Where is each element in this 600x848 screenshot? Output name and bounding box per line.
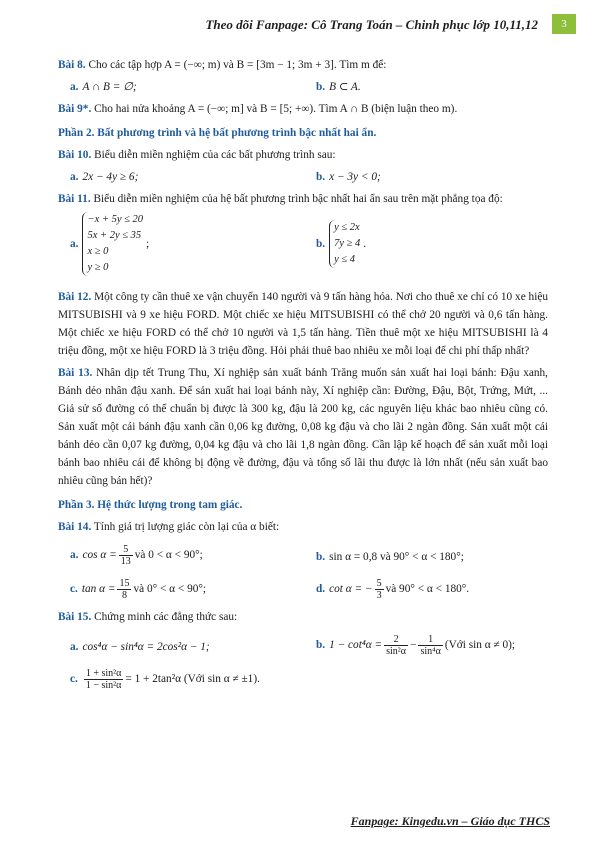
bai14-b: sin α = 0,8 và 90° < α < 180°; bbox=[329, 551, 464, 563]
bai15-c-num: 1 + sin²α bbox=[85, 668, 122, 679]
bai11-b-system bbox=[329, 220, 360, 268]
bai14-stem bbox=[58, 518, 548, 536]
bai11-a-line: x ≥ 0 bbox=[87, 246, 109, 257]
bai8-b-label: b. bbox=[316, 81, 326, 93]
bai13-label: Bài 13. bbox=[58, 367, 93, 379]
bai8-stem bbox=[58, 56, 548, 74]
bai11-systems bbox=[58, 212, 548, 282]
bai10-a-label: a. bbox=[70, 171, 79, 183]
bai14-a-label: a. bbox=[70, 549, 79, 562]
bai8-a: A ∩ B = ∅; bbox=[82, 81, 137, 93]
bai14-label: Bài 14. bbox=[58, 521, 92, 533]
bai14-d-post: và 90° < α < 180°. bbox=[385, 583, 470, 596]
bai12 bbox=[58, 288, 548, 360]
bai9 bbox=[58, 100, 548, 118]
bai15-b-post: (Với sin α ≠ 0); bbox=[444, 639, 516, 652]
bai14-c-post: và 0° < α < 90°; bbox=[133, 583, 207, 596]
bai14-d-num: 5 bbox=[376, 578, 382, 589]
bai8-b: B ⊂ A. bbox=[329, 81, 361, 93]
bai14-d-label: d. bbox=[316, 583, 326, 596]
bai8-label: Bài 8. bbox=[58, 59, 86, 71]
bai15-b-den1: sin²α bbox=[386, 646, 407, 657]
bai9-text: Cho hai nửa khoảng A = (−∞; m] và B = [5; +∞). Tìm A ∩ B (biện luận theo m). bbox=[94, 103, 458, 115]
bai14-c-pre: tan α = bbox=[81, 583, 116, 596]
bai11-label: Bài 11. bbox=[58, 193, 91, 205]
bai10-options bbox=[58, 168, 548, 190]
bai15-stem bbox=[58, 608, 548, 626]
bai15-label: Bài 15. bbox=[58, 611, 92, 623]
bai15-b-num1: 2 bbox=[384, 634, 408, 646]
bai9-label: Bài 9*. bbox=[58, 103, 92, 115]
bai15-b-mid: − bbox=[410, 639, 417, 652]
bai15-b-label: b. bbox=[316, 639, 326, 652]
bai15-b-pre: 1 − cot⁴α = bbox=[329, 639, 383, 652]
header-title: Theo dõi Fanpage: Cô Trang Toán – Chinh phục lớp 10,11,12 bbox=[205, 17, 538, 32]
bai11-a-line: −x + 5y ≤ 20 bbox=[87, 214, 143, 225]
bai11-b-line: y ≤ 4 bbox=[334, 254, 356, 265]
bai12-text: Một công ty cần thuê xe vận chuyển 140 người và 9 tấn hàng hóa. Nơi cho thuê xe chỉ có 10 xe hiệu MITSUBISHI và 9 xe hiệu FORD. Một chiếc xe hiệu MITSUBISHI có thể chở 20 người và 0,6 tấn hàng. Một chiếc xe hiệu FORD có thể chở 10 người và 1,5 tấn hàng. Tiền thuê một xe hiệu MITSUBISHI là 4 triệu đồng, một xe hiệu FORD là 3 triệu đồng. Hỏi phải thuê bao nhiêu xe mỗi loại để chi phí thấp nhất? bbox=[58, 291, 548, 357]
bai13 bbox=[58, 364, 548, 490]
bai14-c-den: 8 bbox=[121, 590, 127, 601]
bai15-a-label: a. bbox=[70, 641, 79, 653]
bai11-stem bbox=[58, 190, 548, 208]
bai14-row1 bbox=[58, 540, 548, 574]
bai13-text: Nhân dịp tết Trung Thu, Xí nghiệp sản xuất bánh Trăng muốn sản xuất hai loại bánh: Đậu xanh, Bánh dẻo nhân đậu xanh. Để sản xuất hai loại bánh này, Xí nghiệp cần: Đường, Đậu, Bột, Trứng, Mứt, ... Giả sử số đường có thể chuẩn bị được là 300 kg, đậu là 200 kg, các nguyên liệu khác bao nhiêu cũng có. Sản xuất một cái bánh đậu xanh cần 0,06 kg đường, 0,08 kg đậu và cho lãi 2 ngàn đồng. Sản xuất một cái bánh dẻo cần 0,07 kg đường, 0,04 kg đậu và cho lãi 1,8 ngàn đồng. Cần lập kế hoạch để sản xuất mỗi loại bánh bao nhiêu cái để không bị động về đường, đậu và tổng số lãi thu được là lớn nhất (nếu sản xuất bao nhiêu cũng bán hết)? bbox=[58, 367, 548, 487]
bai10-label: Bài 10. bbox=[58, 149, 92, 161]
bai15-b-den2: sin⁴α bbox=[420, 646, 441, 657]
page-footer: Fanpage: Kingedu.vn – Giáo dục THCS bbox=[350, 814, 550, 828]
bai15-row2 bbox=[58, 664, 548, 704]
bai8-text: Cho các tập hợp A = (−∞; m) và B = [3m − 1; 3m + 3]. Tìm m để: bbox=[88, 59, 387, 71]
bai14-d-pre: cot α = − bbox=[329, 583, 373, 596]
bai11-b-line: y ≤ 2x bbox=[334, 222, 360, 233]
section-heading-2: Phần 2. Bất phương trình và hệ bất phương trình bậc nhất hai ẩn. bbox=[58, 127, 377, 139]
bai15-a: cos⁴α − sin⁴α = 2cos²α − 1; bbox=[82, 641, 210, 653]
bai10-b-label: b. bbox=[316, 171, 326, 183]
bai14-b-label: b. bbox=[316, 551, 326, 563]
bai15-b-num2: 1 bbox=[418, 634, 442, 646]
bai14-c-label: c. bbox=[70, 583, 78, 596]
bai10-a: 2x − 4y ≥ 6; bbox=[82, 171, 139, 183]
bai11-a-line: 5x + 2y ≤ 35 bbox=[87, 230, 142, 241]
bai15-c-label: c. bbox=[70, 673, 78, 686]
bai15-row1 bbox=[58, 630, 548, 664]
bai11-a-label: a. bbox=[70, 238, 79, 250]
bai14-a-den: 13 bbox=[120, 556, 131, 567]
bai11-text: Biểu diễn miền nghiệm của hệ bất phương trình bậc nhất hai ẩn sau trên mặt phẳng tọa độ: bbox=[93, 193, 503, 205]
bai11-a-system bbox=[82, 212, 143, 276]
bai11-b-label: b. bbox=[316, 238, 326, 250]
bai14-a-num: 5 bbox=[119, 544, 133, 556]
bai14-row2 bbox=[58, 574, 548, 608]
bai15-c-den: 1 − sin²α bbox=[85, 680, 122, 691]
bai14-a-post: và 0 < α < 90°; bbox=[134, 549, 203, 562]
bai15-text: Chứng minh các đẳng thức sau: bbox=[94, 611, 238, 623]
bai14-text: Tính giá trị lượng giác còn lại của α biết: bbox=[93, 521, 280, 533]
bai10-text: Biểu diễn miền nghiệm của các bất phương trình sau: bbox=[94, 149, 336, 161]
bai14-d-den: 3 bbox=[376, 590, 382, 601]
bai14-a-pre: cos α = bbox=[82, 549, 117, 562]
bai11-b-line: 7y ≥ 4 bbox=[334, 238, 361, 249]
bai11-a-end: ; bbox=[146, 238, 150, 250]
bai8-options bbox=[58, 78, 548, 100]
bai8-a-label: a. bbox=[70, 81, 79, 93]
section-heading-3: Phần 3. Hệ thức lượng trong tam giác. bbox=[58, 499, 243, 511]
bai11-b-end: . bbox=[363, 238, 367, 250]
bai10-b: x − 3y < 0; bbox=[329, 171, 381, 183]
page-number: 3 bbox=[552, 14, 576, 34]
document-body bbox=[58, 56, 548, 704]
page-header bbox=[0, 14, 600, 34]
bai11-a-line: y ≥ 0 bbox=[87, 262, 109, 273]
bai10-stem bbox=[58, 146, 548, 164]
bai14-c-num: 15 bbox=[119, 578, 130, 589]
bai15-c-post: = 1 + 2tan²α (Với sin α ≠ ±1). bbox=[125, 673, 260, 686]
bai12-label: Bài 12. bbox=[58, 291, 92, 303]
